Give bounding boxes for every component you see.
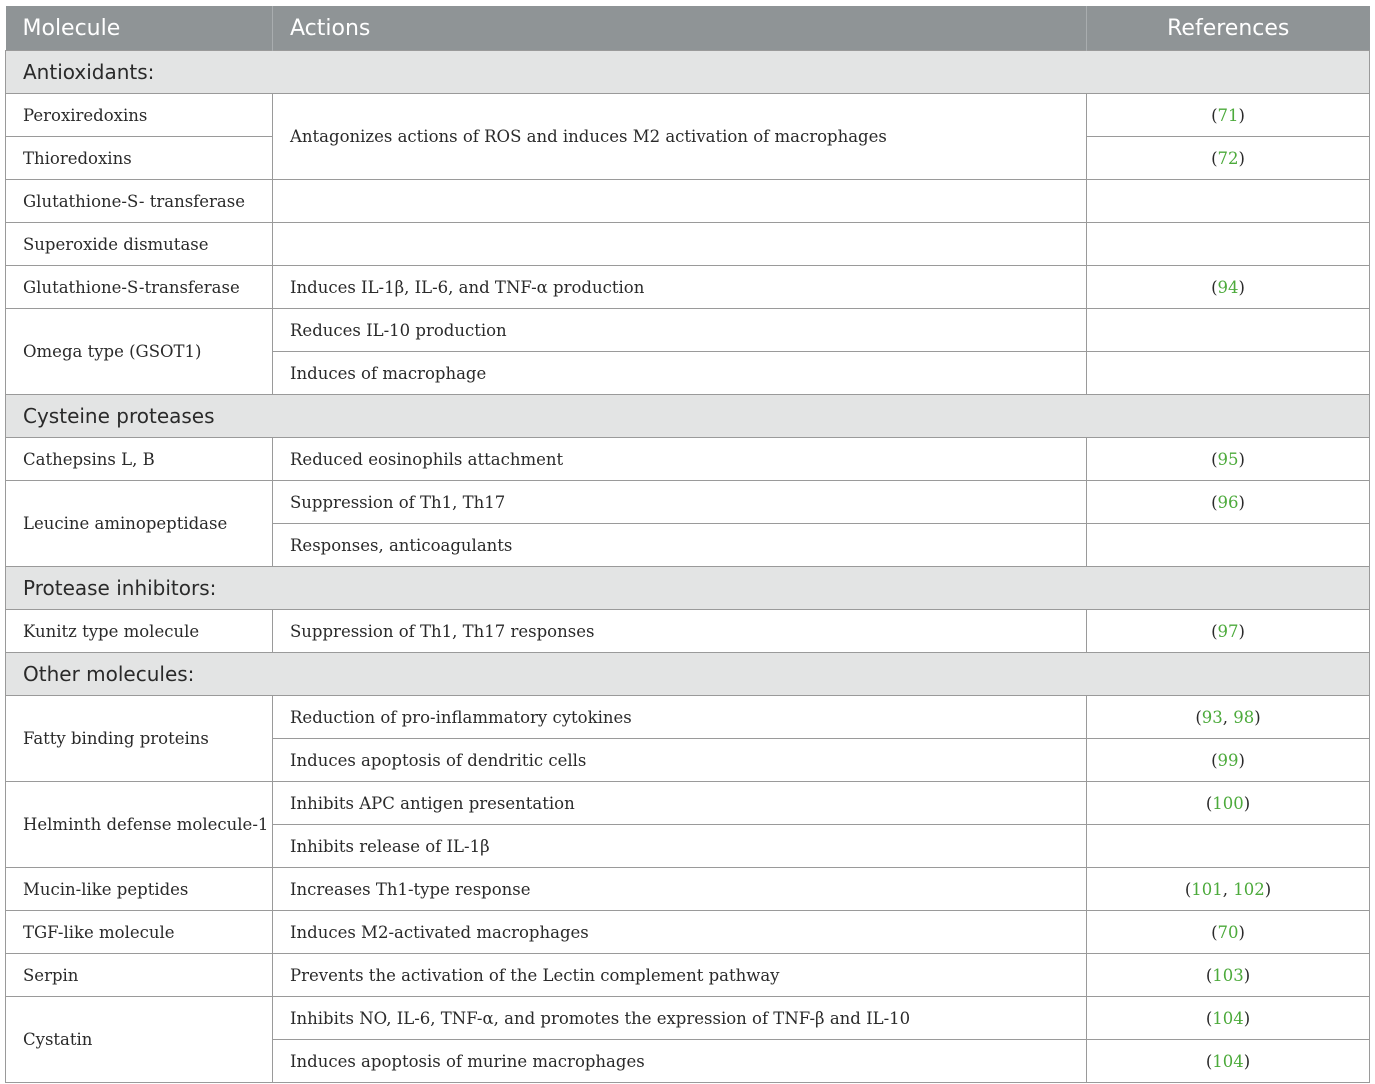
table-row xyxy=(6,911,1370,954)
action-cell: Inhibits APC antigen presentation xyxy=(273,782,1087,825)
ref-link[interactable]: 104 xyxy=(1212,1051,1244,1071)
section-title: Protease inhibitors: xyxy=(6,567,1370,610)
action-cell: Reduced eosinophils attachment xyxy=(273,438,1087,481)
molecule-cell: Glutathione-S- transferase xyxy=(6,180,273,223)
table-row xyxy=(6,223,1370,266)
table-row xyxy=(6,782,1370,825)
ref-cell: (70) xyxy=(1087,911,1370,954)
ref-link[interactable]: 98 xyxy=(1233,707,1255,727)
ref-link[interactable]: 72 xyxy=(1217,148,1239,168)
action-cell: Inhibits NO, IL-6, TNF-α, and promotes the expression of TNF-β and IL-10 xyxy=(273,997,1087,1040)
ref-cell: (95) xyxy=(1087,438,1370,481)
table-row xyxy=(6,997,1370,1040)
ref-cell: (97) xyxy=(1087,610,1370,653)
table-row xyxy=(6,954,1370,997)
molecule-cell: Glutathione-S-transferase xyxy=(6,266,273,309)
action-cell: Induces apoptosis of dendritic cells xyxy=(273,739,1087,782)
ref-link[interactable]: 96 xyxy=(1217,492,1239,512)
molecule-cell: Cathepsins L, B xyxy=(6,438,273,481)
molecule-cell: TGF-like molecule xyxy=(6,911,273,954)
molecule-cell: Leucine aminopeptidase xyxy=(6,481,273,567)
ref-cell: (101, 102) xyxy=(1087,868,1370,911)
header-row xyxy=(6,6,1370,51)
table-row xyxy=(6,868,1370,911)
ref-cell xyxy=(1087,180,1370,223)
action-cell: Suppression of Th1, Th17 responses xyxy=(273,610,1087,653)
action-cell: Responses, anticoagulants xyxy=(273,524,1087,567)
table-row xyxy=(6,696,1370,739)
molecule-cell: Peroxiredoxins xyxy=(6,94,273,137)
action-cell: Increases Th1-type response xyxy=(273,868,1087,911)
ref-link[interactable]: 97 xyxy=(1217,621,1239,641)
ref-cell xyxy=(1087,524,1370,567)
section-title: Other molecules: xyxy=(6,653,1370,696)
molecule-cell: Fatty binding proteins xyxy=(6,696,273,782)
ref-cell: (103) xyxy=(1087,954,1370,997)
molecule-cell: Superoxide dismutase xyxy=(6,223,273,266)
ref-cell xyxy=(1087,352,1370,395)
section-title: Antioxidants: xyxy=(6,51,1370,94)
action-cell: Prevents the activation of the Lectin complement pathway xyxy=(273,954,1087,997)
ref-link[interactable]: 93 xyxy=(1201,707,1223,727)
ref-link[interactable]: 104 xyxy=(1212,1008,1244,1028)
molecule-cell: Thioredoxins xyxy=(6,137,273,180)
ref-link[interactable]: 102 xyxy=(1233,879,1265,899)
header-molecule: Molecule xyxy=(6,6,273,51)
ref-link[interactable]: 95 xyxy=(1217,449,1239,469)
molecule-cell: Helminth defense molecule-1 xyxy=(6,782,273,868)
header-references: References xyxy=(1087,6,1370,51)
ref-cell: (71) xyxy=(1087,94,1370,137)
action-cell: Antagonizes actions of ROS and induces M2 activation of macrophages xyxy=(273,94,1087,180)
ref-cell xyxy=(1087,223,1370,266)
ref-link[interactable]: 70 xyxy=(1217,922,1239,942)
table-row xyxy=(6,180,1370,223)
table-row xyxy=(6,610,1370,653)
section-row xyxy=(6,51,1370,94)
table-row xyxy=(6,438,1370,481)
header-actions: Actions xyxy=(273,6,1087,51)
ref-cell xyxy=(1087,825,1370,868)
ref-link[interactable]: 94 xyxy=(1217,277,1239,297)
section-row xyxy=(6,567,1370,610)
molecules-table xyxy=(5,6,1370,1083)
ref-cell: (72) xyxy=(1087,137,1370,180)
action-cell: Reduction of pro-inflammatory cytokines xyxy=(273,696,1087,739)
action-cell: Induces IL-1β, IL-6, and TNF-α production xyxy=(273,266,1087,309)
ref-cell: (104) xyxy=(1087,1040,1370,1083)
ref-cell xyxy=(1087,309,1370,352)
action-cell: Reduces IL-10 production xyxy=(273,309,1087,352)
ref-link[interactable]: 100 xyxy=(1212,793,1244,813)
ref-link[interactable]: 103 xyxy=(1212,965,1244,985)
action-cell: Induces apoptosis of murine macrophages xyxy=(273,1040,1087,1083)
section-row xyxy=(6,395,1370,438)
ref-cell: (99) xyxy=(1087,739,1370,782)
ref-cell: (94) xyxy=(1087,266,1370,309)
action-cell: Suppression of Th1, Th17 xyxy=(273,481,1087,524)
action-cell xyxy=(273,180,1087,223)
action-cell: Inhibits release of IL-1β xyxy=(273,825,1087,868)
table-row xyxy=(6,94,1370,137)
section-row xyxy=(6,653,1370,696)
molecule-cell: Cystatin xyxy=(6,997,273,1083)
ref-link[interactable]: 99 xyxy=(1217,750,1239,770)
molecule-cell: Omega type (GSOT1) xyxy=(6,309,273,395)
ref-cell: (96) xyxy=(1087,481,1370,524)
ref-link[interactable]: 101 xyxy=(1191,879,1223,899)
action-cell xyxy=(273,223,1087,266)
action-cell: Induces of macrophage xyxy=(273,352,1087,395)
ref-cell: (93, 98) xyxy=(1087,696,1370,739)
table-row xyxy=(6,266,1370,309)
table-row xyxy=(6,309,1370,352)
table-row xyxy=(6,481,1370,524)
ref-cell: (100) xyxy=(1087,782,1370,825)
molecule-cell: Kunitz type molecule xyxy=(6,610,273,653)
ref-cell: (104) xyxy=(1087,997,1370,1040)
ref-link[interactable]: 71 xyxy=(1217,105,1239,125)
action-cell: Induces M2-activated macrophages xyxy=(273,911,1087,954)
molecule-cell: Serpin xyxy=(6,954,273,997)
molecule-cell: Mucin-like peptides xyxy=(6,868,273,911)
section-title: Cysteine proteases xyxy=(6,395,1370,438)
